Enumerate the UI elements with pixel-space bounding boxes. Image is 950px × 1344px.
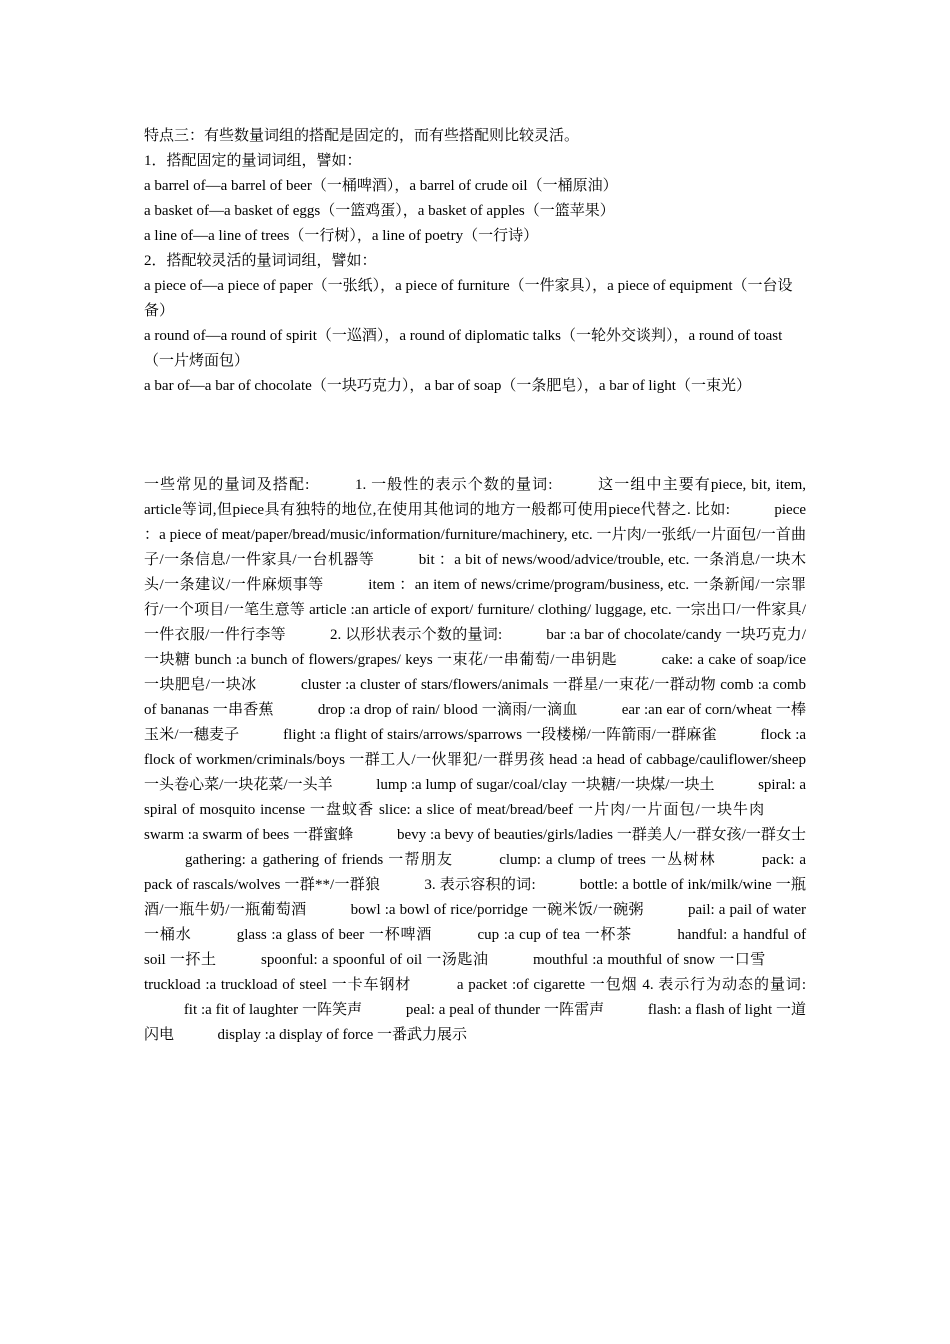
flexible-example: a round of—a round of spirit（一巡酒），a round of diplomatic talks（一轮外交谈判），a round of toast（一片烤面包） xyxy=(144,328,783,369)
common-quantifiers-paragraph xyxy=(144,473,806,1048)
quantifier-feature-section xyxy=(144,124,806,399)
quantifier-entry: clump: a clump of trees 一丛树林 xyxy=(499,852,716,868)
quantifier-entry: 3. 表示容积的词: xyxy=(424,877,536,893)
quantifier-entry: cup :a cup of tea 一杯茶 xyxy=(477,927,633,943)
quantifier-entry: flock :a flock of workmen/criminals/boys 一群工人/一伙罪犯/一群男孩 head :a head of cabbage/cauliflower/sheep 一头卷心菜/一块花菜/一头羊 xyxy=(144,727,807,793)
section-title: 特点三：有些数量词组的搭配是固定的，而有些搭配则比较灵活。 xyxy=(144,128,580,144)
quantifier-entry: bevy :a bevy of beauties/girls/ladies 一群美人/一群女孩/一群女士 xyxy=(396,827,807,843)
quantifier-entry: pack: a pack of rascals/wolves 一群**/一群狼 xyxy=(144,852,807,893)
quantifier-entry: flash: a flash of light 一道闪电 xyxy=(144,1002,807,1043)
quantifier-entry: spiral: a spiral of mosquito incense 一盘蚊香 slice: a slice of meat/bread/beef 一片肉/一片面包/一块牛肉 xyxy=(144,777,807,818)
quantifier-entry: ear :an ear of corn/wheat 一棒玉米/一穗麦子 xyxy=(144,702,807,743)
quantifier-entry: display :a display of force 一番武力展示 xyxy=(217,1027,468,1043)
quantifier-entry: 一些常见的量词及搭配: xyxy=(144,477,310,493)
quantifier-entry: drop :a drop of rain/ blood 一滴雨/一滴血 xyxy=(317,702,578,718)
fixed-collocation-heading: 1．搭配固定的量词词组，譬如： xyxy=(144,153,362,169)
fixed-example: a barrel of—a barrel of beer（一桶啤酒），a barrel of crude oil（一桶原油） xyxy=(144,178,618,194)
quantifier-entry: handful: a handful of soil 一抔土 xyxy=(144,927,807,968)
quantifier-entry: flight :a flight of stairs/arrows/sparrows 一段楼梯/一阵箭雨/一群麻雀 xyxy=(283,727,717,743)
quantifier-entry: cluster :a cluster of stars/flowers/animals 一群星/一束花/一群动物 comb :a comb of bananas 一串香蕉 xyxy=(144,677,807,718)
flexible-example: a bar of—a bar of chocolate（一块巧克力），a bar of soap（一条肥皂），a bar of light（一束光） xyxy=(144,378,751,394)
quantifier-entry: bottle: a bottle of ink/milk/wine 一瓶酒/一瓶牛奶/一瓶葡萄酒 xyxy=(144,877,807,918)
quantifier-entry: glass :a glass of beer 一杯啤酒 xyxy=(236,927,433,943)
quantifier-entry: pail: a pail of water 一桶水 xyxy=(144,902,807,943)
quantifier-entry: truckload :a truckload of steel 一卡车钢材 xyxy=(144,977,412,993)
quantifier-entry: peal: a peal of thunder 一阵雷声 xyxy=(405,1002,605,1018)
quantifier-entry: piece ：a piece of meat/paper/bread/music/information/furniture/machinery, etc. 一片肉/一张纸/一片面包/一首曲子/一条信息/一件家具/一台机器等 xyxy=(144,502,807,568)
quantifier-entry: mouthful :a mouthful of snow 一口雪 xyxy=(532,952,766,968)
quantifier-entry: 这一组中主要有piece, bit, item, article等词,但piece具有独特的地位,在使用其他词的地方一般都可使用piece代替之. 比如: xyxy=(144,477,807,518)
quantifier-entry: fit :a fit of laughter 一阵笑声 xyxy=(183,1002,363,1018)
quantifier-entry: a packet :of cigarette 一包烟 4. 表示行为动态的量词: xyxy=(456,977,807,993)
quantifier-entry: bit ：a bit of news/wood/advice/trouble, etc. 一条消息/一块木头/一条建议/一件麻烦事等 xyxy=(144,552,807,593)
quantifier-entry: cake: a cake of soap/ice 一块肥皂/一块冰 xyxy=(144,652,806,693)
quantifier-entry: 2. 以形状表示个数的量词: xyxy=(330,627,503,643)
quantifier-entry: bar :a bar of chocolate/candy 一块巧克力/一块糖 bunch :a bunch of flowers/grapes/ keys 一束花/一串葡萄/一串钥匙 xyxy=(144,627,807,668)
quantifier-entry: lump :a lump of sugar/coal/clay 一块糖/一块煤/一块土 xyxy=(376,777,715,793)
quantifier-entry: bowl :a bowl of rice/porridge 一碗米饭/一碗粥 xyxy=(350,902,644,918)
fixed-example: a basket of—a basket of eggs（一篮鸡蛋），a basket of apples（一篮苹果） xyxy=(144,203,615,219)
quantifier-entry: item ：an item of news/crime/program/business, etc. 一条新闻/一宗罪行/一个项目/一笔生意等 article :an article of export/ furniture/ clothing/ luggage, etc. 一宗出口/一件家具/一件衣服/一件行李等 xyxy=(144,577,806,643)
quantifier-entry: swarm :a swarm of bees 一群蜜蜂 xyxy=(144,827,354,843)
quantifier-entry: gathering: a gathering of friends 一帮朋友 xyxy=(185,852,454,868)
flexible-example: a piece of—a piece of paper（一张纸），a piece of furniture（一件家具），a piece of equipment（一台设备） xyxy=(144,278,793,319)
quantifier-entry: spoonful: a spoonful of oil 一汤匙油 xyxy=(260,952,489,968)
quantifier-entry: 1. 一般性的表示个数的量词: xyxy=(354,477,553,493)
flexible-collocation-heading: 2．搭配较灵活的量词词组，譬如： xyxy=(144,253,377,269)
fixed-example: a line of—a line of trees（一行树），a line of poetry（一行诗） xyxy=(144,228,539,244)
